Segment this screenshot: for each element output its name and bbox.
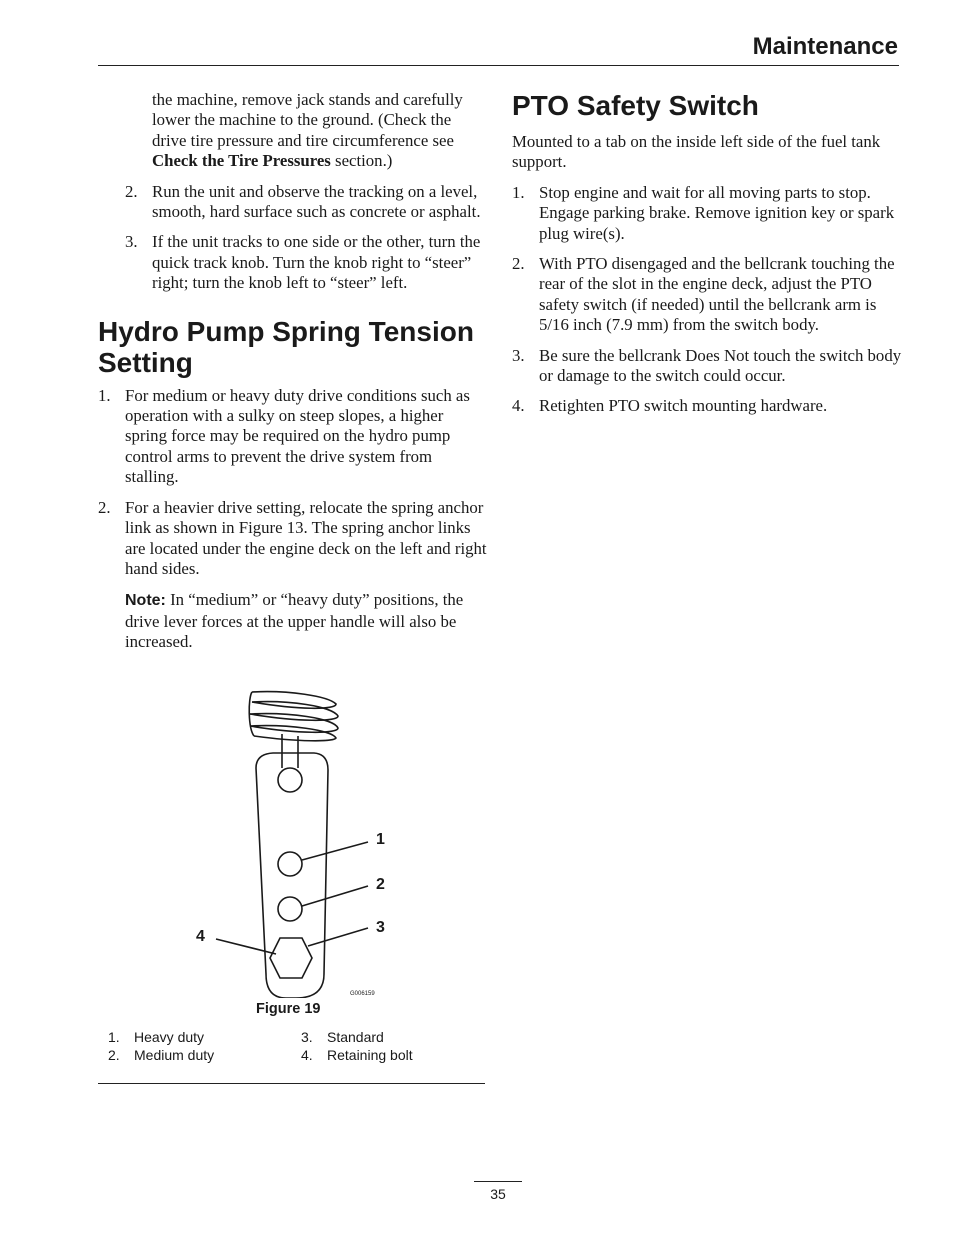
figure-caption: Figure 19 [256, 1001, 321, 1017]
retaining-bolt-icon [270, 938, 312, 978]
legend-text: Retaining bolt [327, 1047, 413, 1063]
callout-3: 3 [376, 919, 385, 936]
spring-coil-icon [249, 692, 338, 741]
figure-code: G006159 [350, 991, 375, 997]
step-text: With PTO disengaged and the bellcrank touching the rear of the slot in the engine deck, adjust the PTO safety switch (if needed) until the bellcrank arm is 5/16 inch (7.9 mm) from the switch body. [539, 254, 895, 335]
list-item [98, 386, 488, 488]
step-number: 4. [512, 396, 525, 416]
legend-text: Standard [327, 1029, 384, 1045]
spring-anchor-link-illustration [98, 688, 488, 998]
callout-1: 1 [376, 831, 385, 848]
continued-text-end: section.) [330, 151, 393, 171]
step-text: For a heavier drive setting, relocate the spring anchor link as shown in Figure 13. The spring anchor links are located under the engine deck on the left and right hand sides. [125, 497, 487, 578]
header-rule [98, 65, 899, 66]
list-item [512, 396, 902, 416]
callout-4-leader [216, 939, 276, 954]
step-number: 1. [512, 182, 525, 202]
legend-number: 2. [108, 1047, 120, 1063]
tire-pressure-reference: Check the Tire Pressures [152, 151, 331, 171]
figure-divider [98, 1083, 485, 1084]
step-number: 3. [512, 345, 525, 365]
step-text: Stop engine and wait for all moving parts to stop. Engage parking brake. Remove ignition key or spark plug wire(s). [539, 182, 895, 243]
step-text: For medium or heavy duty drive conditions such as operation with a sulky on steep slopes, a higher spring force may be required on the hydro pump control arms to prevent the drive system from stalling. [125, 385, 470, 487]
step-number: 1. [98, 385, 111, 405]
legend-number: 4. [301, 1047, 313, 1063]
list-item [512, 183, 902, 244]
step-text: Retighten PTO switch mounting hardware. [539, 396, 828, 416]
heavy-duty-hole-icon [278, 852, 302, 876]
legend-text: Medium duty [134, 1047, 215, 1063]
right-column [512, 90, 902, 427]
hydro-pump-heading: Hydro Pump Spring Tension Setting [98, 315, 474, 378]
legend-number: 3. [301, 1029, 313, 1045]
step-text: Be sure the bellcrank Does Not touch the switch body or damage to the switch could occur. [539, 345, 902, 386]
callout-4: 4 [196, 928, 205, 945]
top-hole-icon [278, 768, 302, 792]
section-title: Maintenance [752, 33, 898, 60]
page-number: 35 [490, 1186, 506, 1202]
note-label: Note: [125, 592, 166, 610]
callout-2-leader [302, 886, 368, 906]
step-number: 3. [125, 232, 138, 252]
left-column [98, 90, 488, 653]
figure-19 [98, 688, 488, 1088]
step-number: 2. [125, 181, 138, 201]
note-text: In “medium” or “heavy duty” positions, the drive lever forces at the upper handle will also be increased. [125, 590, 464, 652]
note [98, 590, 488, 652]
step-number: 2. [512, 254, 525, 274]
step-text: Run the unit and observe the tracking on a level, smooth, hard surface such as concrete or asphalt. [152, 181, 481, 222]
step-text: If the unit tracks to one side or the other, turn the quick track knob. Turn the knob right to “steer” right; turn the knob left to “steer” left. [152, 232, 481, 293]
list-item [512, 254, 902, 336]
continued-text: the machine, remove jack stands and carefully lower the machine to the ground. (Check the drive tire pressure and tire circumference see [152, 90, 463, 150]
callout-2: 2 [376, 876, 385, 893]
list-item [98, 498, 488, 580]
list-item [512, 346, 902, 387]
legend-number: 1. [108, 1029, 120, 1045]
footer-rule [474, 1181, 522, 1182]
callout-1-leader [302, 842, 368, 860]
medium-duty-hole-icon [278, 897, 302, 921]
step-number: 2. [98, 497, 111, 517]
callout-3-leader [308, 928, 368, 946]
list-item [98, 232, 488, 293]
continued-paragraph [98, 90, 488, 172]
pto-heading: PTO Safety Switch [512, 90, 759, 121]
pto-intro: Mounted to a tab on the inside left side of the fuel tank support. [512, 132, 881, 172]
list-item [98, 182, 488, 223]
legend-text: Heavy duty [134, 1029, 205, 1045]
